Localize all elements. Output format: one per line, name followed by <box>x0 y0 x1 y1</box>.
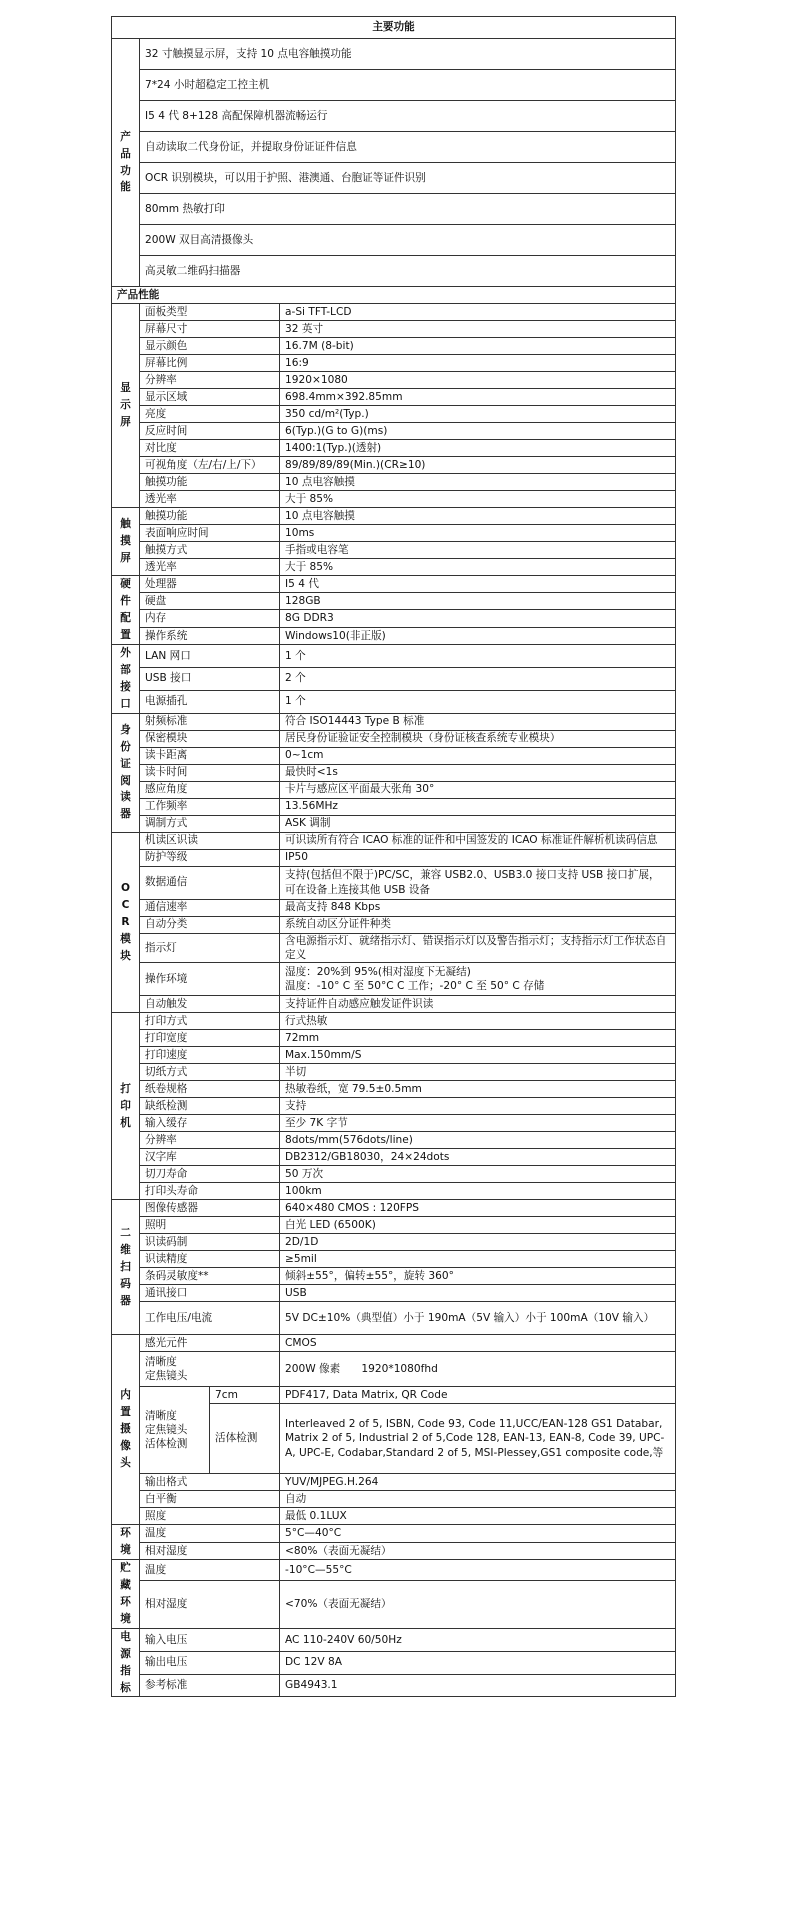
spec-key: 输出电压 <box>140 1651 280 1674</box>
spec-value: Interleaved 2 of 5, ISBN, Code 93, Code 11,UCC/EAN-128 GS1 Databar, Matrix 2 of 5, Industrial 2 of 5,Code 128, EAN-13, EAN-8, Code 39, UPC-A, UPC-E, Codabar,Standard 2 of 5, MSI-Plessey,GS1 composite code,等 <box>280 1404 676 1474</box>
spec-key: 亮度 <box>140 406 280 423</box>
feature-text: 80mm 热敏打印 <box>140 194 676 225</box>
spec-key: 对比度 <box>140 440 280 457</box>
spec-row <box>112 644 676 667</box>
spec-row <box>112 1132 676 1149</box>
spec-value: USB <box>280 1285 676 1302</box>
spec-value: 大于 85% <box>280 491 676 508</box>
spec-value: YUV/MJPEG.H.264 <box>280 1474 676 1491</box>
section-label <box>112 1200 140 1335</box>
spec-value: 8G DDR3 <box>280 610 676 627</box>
spec-value: 半切 <box>280 1064 676 1081</box>
spec-value: 200W 像素 1920*1080fhd <box>280 1352 676 1387</box>
spec-key: 硬盘 <box>140 593 280 610</box>
spec-value: 50 万次 <box>280 1166 676 1183</box>
section-label <box>112 304 140 508</box>
spec-row <box>112 576 676 593</box>
spec-key: 照明 <box>140 1217 280 1234</box>
spec-key: 读卡时间 <box>140 764 280 781</box>
feature-row <box>112 194 676 225</box>
spec-key: 防护等级 <box>140 849 280 866</box>
spec-value: 湿度：20%到 95%(相对湿度下无凝结) 温度：-10° C 至 50°C C 工作；-20° C 至 50° C 存储 <box>280 963 676 996</box>
feature-row <box>112 225 676 256</box>
spec-value: 32 英寸 <box>280 321 676 338</box>
feature-text: OCR 识别模块，可以用于护照、港澳通、台胞证等证件识别 <box>140 163 676 194</box>
spec-row <box>112 690 676 713</box>
spec-value: ≥5mil <box>280 1251 676 1268</box>
spec-key: 触摸功能 <box>140 508 280 525</box>
spec-row <box>112 1674 676 1697</box>
feature-row <box>112 101 676 132</box>
spec-row <box>112 1183 676 1200</box>
spec-row <box>112 849 676 866</box>
section-label <box>112 508 140 576</box>
spec-key: 切刀寿命 <box>140 1166 280 1183</box>
spec-key: 通信速率 <box>140 899 280 916</box>
feature-text: 7*24 小时超稳定工控主机 <box>140 70 676 101</box>
section-label <box>112 713 140 832</box>
spec-value: 2D/1D <box>280 1234 676 1251</box>
spec-key: 操作系统 <box>140 627 280 644</box>
spec-row <box>112 1542 676 1559</box>
spec-row <box>112 491 676 508</box>
spec-value: 13.56MHz <box>280 798 676 815</box>
spec-row <box>112 440 676 457</box>
spec-key: 触摸功能 <box>140 474 280 491</box>
spec-value: 10 点电容触摸 <box>280 508 676 525</box>
spec-row <box>112 389 676 406</box>
spec-key: 分辨率 <box>140 1132 280 1149</box>
spec-row <box>112 963 676 996</box>
spec-value: 640×480 CMOS : 120FPS <box>280 1200 676 1217</box>
spec-value: 0~1cm <box>280 747 676 764</box>
spec-value: 行式热敏 <box>280 1013 676 1030</box>
section-label-text: 产品功能 <box>120 130 131 194</box>
spec-value: Windows10(非正版) <box>280 627 676 644</box>
section-label-text: 电源指标 <box>120 1630 131 1694</box>
feature-row <box>112 163 676 194</box>
spec-key: 图像传感器 <box>140 1200 280 1217</box>
section-label-text: 硬件配置 <box>120 578 131 641</box>
spec-subkey: 7cm <box>210 1387 280 1404</box>
spec-value: PDF417, Data Matrix, QR Code <box>280 1387 676 1404</box>
spec-value: 热敏卷纸，宽 79.5±0.5mm <box>280 1081 676 1098</box>
spec-key: LAN 网口 <box>140 644 280 667</box>
spec-key: 读卡距离 <box>140 747 280 764</box>
spec-row <box>112 525 676 542</box>
spec-key: 感光元件 <box>140 1335 280 1352</box>
spec-row <box>112 559 676 576</box>
spec-key: 触摸方式 <box>140 542 280 559</box>
spec-value: 支持 <box>280 1098 676 1115</box>
spec-key: 清晰度 定焦镜头 <box>140 1352 280 1387</box>
section-label <box>112 1525 140 1560</box>
spec-row <box>112 1200 676 1217</box>
spec-row <box>112 996 676 1013</box>
spec-key: 指示灯 <box>140 933 280 963</box>
spec-key: 切纸方式 <box>140 1064 280 1081</box>
spec-value: 至少 7K 字节 <box>280 1115 676 1132</box>
spec-table <box>111 16 676 1697</box>
spec-row <box>112 1335 676 1352</box>
spec-key: USB 接口 <box>140 667 280 690</box>
spec-row <box>112 1149 676 1166</box>
spec-key: 数据通信 <box>140 866 280 899</box>
spec-value: CMOS <box>280 1335 676 1352</box>
spec-key: 电源插孔 <box>140 690 280 713</box>
spec-key: 自动分类 <box>140 916 280 933</box>
feature-text: 200W 双目高清摄像头 <box>140 225 676 256</box>
spec-row <box>112 747 676 764</box>
spec-row <box>112 1302 676 1335</box>
spec-row <box>112 764 676 781</box>
spec-value: -10°C—55°C <box>280 1559 676 1580</box>
spec-key: 识读码制 <box>140 1234 280 1251</box>
spec-key: 打印头寿命 <box>140 1183 280 1200</box>
spec-key: 打印速度 <box>140 1047 280 1064</box>
spec-key: 输入缓存 <box>140 1115 280 1132</box>
spec-row <box>112 1387 676 1404</box>
spec-value: 16.7M (8-bit) <box>280 338 676 355</box>
feature-row <box>112 70 676 101</box>
spec-row <box>112 1081 676 1098</box>
spec-value: 符合 ISO14443 Type B 标准 <box>280 713 676 730</box>
spec-key: 机读区识读 <box>140 832 280 849</box>
spec-row <box>112 1268 676 1285</box>
spec-value: 5°C—40°C <box>280 1525 676 1542</box>
spec-value: 89/89/89/89(Min.)(CR≥10) <box>280 457 676 474</box>
spec-row <box>112 1285 676 1302</box>
spec-row <box>112 372 676 389</box>
spec-key: 透光率 <box>140 559 280 576</box>
spec-row <box>112 355 676 372</box>
spec-row <box>112 916 676 933</box>
spec-row <box>112 508 676 525</box>
spec-row <box>112 713 676 730</box>
spec-value: a-Si TFT-LCD <box>280 304 676 321</box>
spec-value: 居民身份证验证安全控制模块（身份证核查系统专业模块） <box>280 730 676 747</box>
spec-row <box>112 1651 676 1674</box>
section-label <box>112 1628 140 1697</box>
spec-row <box>112 1098 676 1115</box>
spec-value: 最快时<1s <box>280 764 676 781</box>
spec-value: I5 4 代 <box>280 576 676 593</box>
performance-title: 产品性能 <box>112 287 676 304</box>
section-label-text: 二维扫码器 <box>120 1226 131 1307</box>
table-title: 主要功能 <box>112 17 676 39</box>
spec-key: 调制方式 <box>140 815 280 832</box>
performance-row <box>112 287 676 304</box>
spec-key: 相对湿度 <box>140 1542 280 1559</box>
spec-value: 10 点电容触摸 <box>280 474 676 491</box>
spec-row <box>112 1525 676 1542</box>
section-label-text: 环境 <box>120 1527 131 1557</box>
spec-row <box>112 321 676 338</box>
section-label <box>112 1559 140 1628</box>
spec-row <box>112 1352 676 1387</box>
spec-value: Max.150mm/S <box>280 1047 676 1064</box>
spec-value: DC 12V 8A <box>280 1651 676 1674</box>
section-label-text: OCR模块 <box>120 881 131 962</box>
feature-row <box>112 132 676 163</box>
spec-key: 输入电压 <box>140 1628 280 1651</box>
spec-value: 支持(包括但不限于)PC/SC，兼容 USB2.0、USB3.0 接口支持 USB 接口扩展，可在设备上连接其他 USB 设备 <box>280 866 676 899</box>
spec-value: 698.4mm×392.85mm <box>280 389 676 406</box>
spec-key: 操作环境 <box>140 963 280 996</box>
spec-value: DB2312/GB18030，24×24dots <box>280 1149 676 1166</box>
spec-key: 通讯接口 <box>140 1285 280 1302</box>
spec-row <box>112 474 676 491</box>
spec-row <box>112 1508 676 1525</box>
spec-row <box>112 781 676 798</box>
spec-value: 支持证件自动感应触发证件识读 <box>280 996 676 1013</box>
spec-key: 识读精度 <box>140 1251 280 1268</box>
spec-row <box>112 457 676 474</box>
spec-value: 8dots/mm(576dots/line) <box>280 1132 676 1149</box>
spec-row <box>112 1013 676 1030</box>
section-label <box>112 832 140 1013</box>
spec-key: 温度 <box>140 1559 280 1580</box>
spec-key: 屏幕比例 <box>140 355 280 372</box>
spec-row <box>112 593 676 610</box>
spec-key: 纸卷规格 <box>140 1081 280 1098</box>
spec-row <box>112 933 676 963</box>
spec-row <box>112 1064 676 1081</box>
section-label <box>112 39 140 287</box>
spec-value: 1920×1080 <box>280 372 676 389</box>
section-label <box>112 1335 140 1525</box>
feature-text: 高灵敏二维码扫描器 <box>140 256 676 287</box>
spec-value: 128GB <box>280 593 676 610</box>
spec-key: 透光率 <box>140 491 280 508</box>
spec-row <box>112 610 676 627</box>
spec-value: 10ms <box>280 525 676 542</box>
spec-value: 白光 LED (6500K) <box>280 1217 676 1234</box>
spec-key: 打印宽度 <box>140 1030 280 1047</box>
spec-value: 6(Typ.)(G to G)(ms) <box>280 423 676 440</box>
spec-row <box>112 1491 676 1508</box>
spec-row <box>112 1217 676 1234</box>
spec-value: 系统自动区分证件种类 <box>280 916 676 933</box>
section-label-text: 身份证阅读器 <box>120 723 131 821</box>
spec-table-body <box>112 17 676 1697</box>
spec-value: <80%（表面无凝结） <box>280 1542 676 1559</box>
spec-value: AC 110-240V 60/50Hz <box>280 1628 676 1651</box>
section-label-text: 外部接口 <box>120 646 131 710</box>
spec-row <box>112 406 676 423</box>
spec-value: IP50 <box>280 849 676 866</box>
spec-row <box>112 866 676 899</box>
spec-value: 大于 85% <box>280 559 676 576</box>
spec-value: 16:9 <box>280 355 676 372</box>
spec-row <box>112 338 676 355</box>
spec-row <box>112 1047 676 1064</box>
spec-value: 最高支持 848 Kbps <box>280 899 676 916</box>
spec-row <box>112 899 676 916</box>
spec-value: 卡片与感应区平面最大张角 30° <box>280 781 676 798</box>
spec-key: 白平衡 <box>140 1491 280 1508</box>
spec-value: 5V DC±10%（典型值）小于 190mA（5V 输入）小于 100mA（10V 输入） <box>280 1302 676 1335</box>
spec-key: 反应时间 <box>140 423 280 440</box>
spec-value: GB4943.1 <box>280 1674 676 1697</box>
spec-key: 清晰度 定焦镜头 活体检测 <box>140 1387 210 1474</box>
spec-key: 保密模块 <box>140 730 280 747</box>
spec-key: 条码灵敏度** <box>140 1268 280 1285</box>
spec-value: 100km <box>280 1183 676 1200</box>
spec-key: 分辨率 <box>140 372 280 389</box>
spec-key: 射频标准 <box>140 713 280 730</box>
spec-key: 面板类型 <box>140 304 280 321</box>
spec-key: 显示颜色 <box>140 338 280 355</box>
spec-key: 可视角度（左/右/上/下） <box>140 457 280 474</box>
spec-value: 自动 <box>280 1491 676 1508</box>
spec-key: 相对湿度 <box>140 1581 280 1629</box>
section-label-text: 内置摄像头 <box>120 1389 131 1469</box>
spec-key: 参考标准 <box>140 1674 280 1697</box>
spec-row <box>112 304 676 321</box>
spec-key: 屏幕尺寸 <box>140 321 280 338</box>
spec-value: 350 cd/m²(Typ.) <box>280 406 676 423</box>
spec-row <box>112 1559 676 1580</box>
spec-key: 表面响应时间 <box>140 525 280 542</box>
spec-key: 输出格式 <box>140 1474 280 1491</box>
section-label <box>112 644 140 713</box>
spec-row <box>112 542 676 559</box>
spec-key: 感应角度 <box>140 781 280 798</box>
spec-key: 照度 <box>140 1508 280 1525</box>
section-label-text: 打印机 <box>120 1082 131 1129</box>
spec-value: 1 个 <box>280 690 676 713</box>
spec-key: 汉字库 <box>140 1149 280 1166</box>
spec-value: 倾斜±55°，偏转±55°，旋转 360° <box>280 1268 676 1285</box>
section-label-text: 显示屏 <box>120 382 131 428</box>
spec-value: 1400:1(Typ.)(透射) <box>280 440 676 457</box>
spec-row <box>112 1474 676 1491</box>
spec-value: <70%（表面无凝结） <box>280 1581 676 1629</box>
spec-row <box>112 832 676 849</box>
spec-value: 最低 0.1LUX <box>280 1508 676 1525</box>
spec-value: 可识读所有符合 ICAO 标准的证件和中国签发的 ICAO 标准证件解析机读码信息 <box>280 832 676 849</box>
feature-text: 32 寸触摸显示屏，支持 10 点电容触摸功能 <box>140 39 676 70</box>
spec-value: 含电源指示灯、就绪指示灯、错误指示灯以及警告指示灯；支持指示灯工作状态自定义 <box>280 933 676 963</box>
spec-row <box>112 815 676 832</box>
spec-value: ASK 调制 <box>280 815 676 832</box>
feature-text: 自动读取二代身份证，并提取身份证证件信息 <box>140 132 676 163</box>
section-label-text: 触摸屏 <box>120 518 131 564</box>
spec-row <box>112 730 676 747</box>
spec-key: 内存 <box>140 610 280 627</box>
section-label <box>112 1013 140 1200</box>
feature-row <box>112 256 676 287</box>
spec-row <box>112 1234 676 1251</box>
spec-row <box>112 627 676 644</box>
spec-row <box>112 1115 676 1132</box>
section-label-text: 贮藏环境 <box>120 1561 131 1625</box>
spec-value: 2 个 <box>280 667 676 690</box>
spec-subkey: 活体检测 <box>210 1404 280 1474</box>
spec-row <box>112 1030 676 1047</box>
spec-key: 显示区域 <box>140 389 280 406</box>
spec-row <box>112 1581 676 1629</box>
spec-value: 72mm <box>280 1030 676 1047</box>
spec-value: 1 个 <box>280 644 676 667</box>
section-label <box>112 576 140 645</box>
spec-row <box>112 423 676 440</box>
spec-row <box>112 1166 676 1183</box>
spec-row <box>112 798 676 815</box>
spec-key: 缺纸检测 <box>140 1098 280 1115</box>
feature-row <box>112 39 676 70</box>
spec-row <box>112 1251 676 1268</box>
spec-key: 自动触发 <box>140 996 280 1013</box>
spec-value: 手指或电容笔 <box>280 542 676 559</box>
spec-row <box>112 667 676 690</box>
spec-key: 处理器 <box>140 576 280 593</box>
title-row <box>112 17 676 39</box>
spec-key: 工作电压/电流 <box>140 1302 280 1335</box>
spec-key: 打印方式 <box>140 1013 280 1030</box>
spec-key: 工作频率 <box>140 798 280 815</box>
spec-row <box>112 1628 676 1651</box>
feature-text: I5 4 代 8+128 高配保障机器流畅运行 <box>140 101 676 132</box>
spec-key: 温度 <box>140 1525 280 1542</box>
